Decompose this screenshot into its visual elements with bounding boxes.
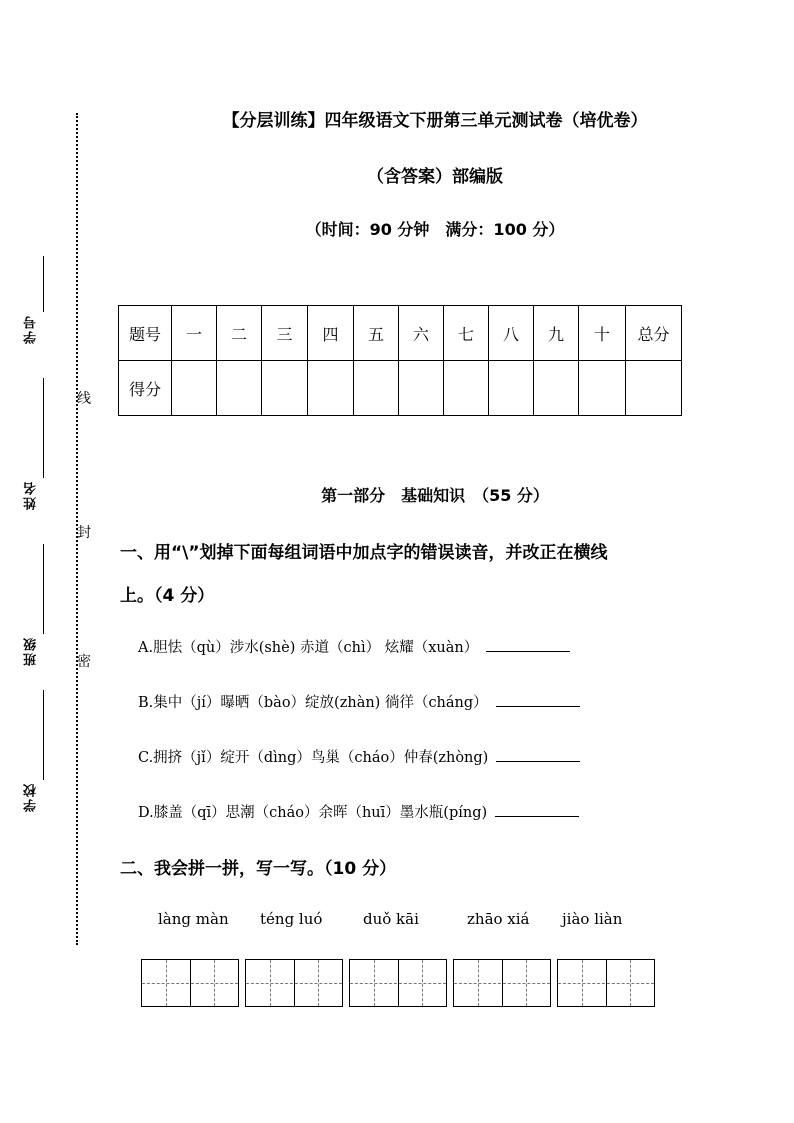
grid-guide: [246, 983, 342, 984]
header-cell: 题号: [119, 306, 172, 361]
field-label-school: 学校: [24, 782, 39, 812]
pinyin-label: làng màn: [158, 910, 229, 928]
field-name[interactable]: [22, 378, 52, 510]
header-cell: 七: [444, 306, 489, 361]
header-cell: 总分: [626, 306, 682, 361]
field-label-class: 班级: [24, 636, 39, 666]
field-line: [43, 690, 44, 780]
header-cell: 六: [399, 306, 444, 361]
score-cell[interactable]: [534, 361, 579, 416]
pinyin-label: jiào liàn: [562, 910, 623, 928]
binding-word-mi: 密: [77, 654, 91, 670]
q1-item-text: C.拥挤（jǐ）绽开（dìng）鸟巢（cháo）仲春(zhòng): [138, 750, 489, 766]
page-subtitle: （含答案）部编版: [367, 167, 503, 187]
score-cell[interactable]: [399, 361, 444, 416]
field-line: [43, 378, 44, 478]
header-cell: 十: [579, 306, 626, 361]
score-cell[interactable]: [626, 361, 682, 416]
q2-prompt: 二、我会拼一拼，写一写。（10 分）: [120, 859, 397, 879]
score-cell[interactable]: [489, 361, 534, 416]
grid-guide: [142, 983, 238, 984]
answer-blank[interactable]: [496, 747, 580, 762]
part1-heading: 第一部分 基础知识 （55 分）: [321, 486, 549, 505]
grid-guide: [454, 983, 550, 984]
score-cell[interactable]: [444, 361, 489, 416]
grid-guide: [558, 983, 654, 984]
header-cell: 二: [217, 306, 262, 361]
q1-item-text: B.集中（jí）曝晒（bào）绽放(zhàn) 徜徉（cháng）: [138, 695, 488, 711]
grid-guide: [350, 983, 446, 984]
score-table-score-row: [119, 361, 682, 416]
score-cell[interactable]: [217, 361, 262, 416]
pinyin-label: zhāo xiá: [467, 910, 530, 928]
q1-item-text: A.胆怯（qù）涉水(shè) 赤道（chì） 炫耀（xuàn）: [138, 640, 479, 656]
score-cell[interactable]: [308, 361, 354, 416]
page-title: 【分层训练】四年级语文下册第三单元测试卷（培优卷）: [222, 111, 648, 131]
writing-grid[interactable]: [245, 959, 343, 1007]
time-info: （时间：90 分钟 满分：100 分）: [305, 220, 565, 239]
q1-item-text: D.膝盖（qī）思潮（cháo）余晖（huī）墨水瓶(píng): [138, 805, 488, 821]
q1-item-d: [138, 801, 579, 822]
q1-item-c: [138, 746, 580, 767]
score-cell[interactable]: [262, 361, 308, 416]
row-label-cell: 得分: [119, 361, 172, 416]
header-cell: 八: [489, 306, 534, 361]
binding-word-feng: 封: [77, 525, 91, 541]
writing-grid[interactable]: [557, 959, 655, 1007]
answer-blank[interactable]: [486, 637, 570, 652]
writing-grid[interactable]: [141, 959, 239, 1007]
field-school[interactable]: [22, 690, 52, 812]
q1-prompt-line1: 一、用“\”划掉下面每组词语中加点字的错误读音，并改正在横线: [120, 543, 608, 563]
binding-word-xian: 线: [77, 391, 91, 407]
field-line: [43, 544, 44, 634]
q1-prompt-line2: 上。（4 分）: [120, 586, 215, 606]
score-cell[interactable]: [172, 361, 217, 416]
score-table-header-row: [119, 306, 682, 361]
score-table: [118, 305, 682, 416]
header-cell: 四: [308, 306, 354, 361]
pinyin-label: téng luó: [260, 910, 323, 928]
answer-blank[interactable]: [495, 802, 579, 817]
writing-grid[interactable]: [349, 959, 447, 1007]
header-cell: 五: [354, 306, 399, 361]
field-student-id[interactable]: [22, 256, 52, 346]
answer-blank[interactable]: [496, 692, 580, 707]
q1-item-a: [138, 636, 570, 657]
score-cell[interactable]: [579, 361, 626, 416]
field-label-student-id: 学号: [24, 314, 39, 344]
header-cell: 一: [172, 306, 217, 361]
score-cell[interactable]: [354, 361, 399, 416]
q1-item-b: [138, 691, 580, 712]
field-label-name: 姓名: [24, 480, 39, 510]
pinyin-label: duǒ kāi: [363, 910, 419, 928]
field-line: [43, 256, 44, 312]
header-cell: 九: [534, 306, 579, 361]
field-class[interactable]: [22, 544, 52, 668]
header-cell: 三: [262, 306, 308, 361]
writing-grid[interactable]: [453, 959, 551, 1007]
